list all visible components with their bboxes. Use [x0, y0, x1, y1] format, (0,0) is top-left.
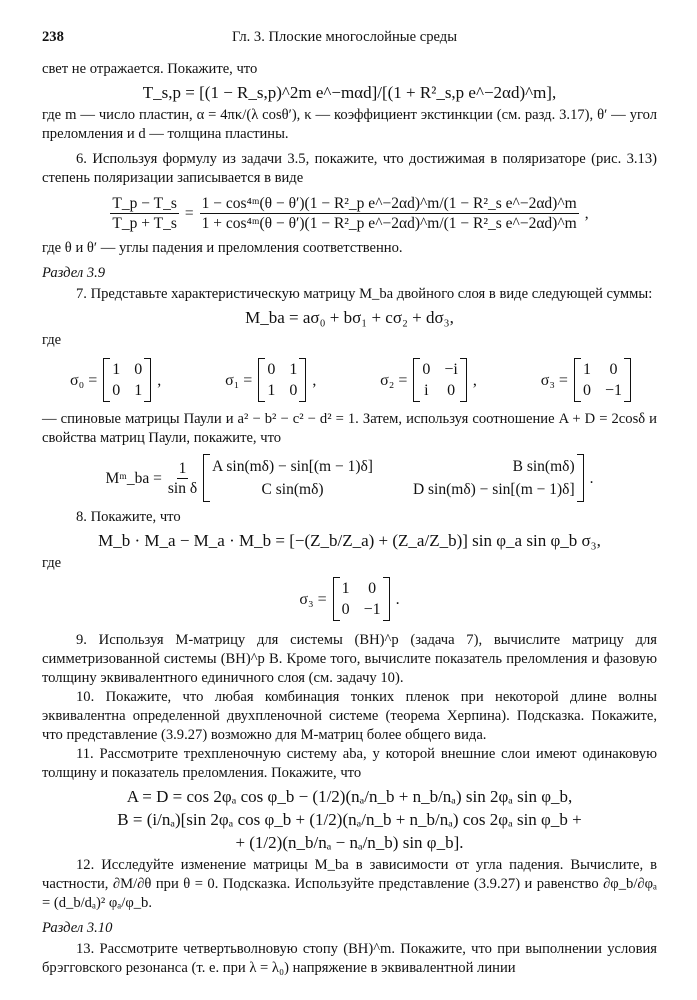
matrix-tail: ,: [312, 371, 317, 389]
matrix-bracket: [258, 358, 306, 402]
eq6-left-fraction: [110, 194, 178, 233]
equation-6: [42, 194, 657, 233]
para-pauli: — спиновые матрицы Паули и a² − b² − c² − d² = 1. Затем, используя соотношение A + D = 2cosδ и свойства матриц Паули, покажите, что: [42, 411, 657, 446]
page-header: [42, 28, 657, 50]
matrix-cell: 0: [582, 382, 591, 399]
pauli-matrix: [380, 358, 477, 402]
problem-6: 6. Используя формулу из задачи 3.5, покажите, что достижимая в поляризаторе (рис. 3.13) степень поляризации записывается в виде: [42, 151, 657, 186]
matrix-cell: 1: [289, 361, 298, 378]
page-number: 238: [42, 29, 64, 45]
sigma3-block: [42, 577, 657, 621]
para-where-2: где θ и θ′ — углы падения и преломления соответственно.: [42, 240, 403, 256]
matrix-tail: .: [395, 590, 400, 608]
eq6-left-num: T_p − T_s: [112, 195, 177, 212]
matrix-cell: −1: [363, 601, 381, 618]
equation-tsp: T_s,p = [(1 − R_s,p)^2m e^−mαd]/[(1 + R²_s,p e^−2αd)^m],: [142, 83, 557, 102]
equation-8: M_b · M_a − M_a · M_b = [−(Z_b/Z_a) + (Z_a/Z_b)] sin φ_a sin φ_b σ₃,: [98, 531, 601, 550]
matrix-bracket: [333, 577, 390, 621]
matrix-cell: 1: [582, 361, 591, 378]
section-3-9: Раздел 3.9: [42, 265, 106, 281]
matrix-cell: 0: [447, 382, 456, 399]
matrix-cell: 1: [112, 361, 121, 378]
eq6-right-fraction: [200, 194, 579, 233]
problem-9: 9. Используя M-матрицу для системы (BH)^p (задача 7), вычислите матрицу для симметризованной системы (BH)^p B. Кроме того, вычислите показатель преломления и фазовую толщину эквивалентного единичного слоя (см. задачу 10).: [42, 632, 657, 686]
matrix-cell: 0: [422, 361, 431, 378]
matrix-cell: B sin(mδ): [512, 458, 575, 475]
matrix-cell: 0: [112, 382, 121, 399]
matrix-label: σ₀ =: [70, 371, 98, 389]
matrix-cell: 0: [289, 382, 298, 399]
matrix-cell: D sin(mδ) − sin[(m − 1)δ]: [412, 481, 575, 498]
matrix-cell: 0: [341, 601, 350, 618]
equation-11b: B = (i/nₐ)[sin 2φₐ cos φ_b + (1/2)(nₐ/n_b + n_b/nₐ) cos 2φₐ sin φ_b +: [117, 810, 582, 829]
sigma3-matrix: [299, 577, 399, 621]
problem-10: 10. Покажите, что любая комбинация тонких пленок при некоторой длине волны эквивалентна определенной двухпленочной системе (теорема Херпина). Подсказка. Покажите, что представление (3.9.27) возможно для M-матриц более общего вида.: [42, 689, 657, 743]
problem-8: 8. Покажите, что: [76, 509, 181, 525]
eq-mm-fraction: [168, 459, 197, 498]
matrix-cell: 1: [134, 382, 143, 399]
eq-mm-lhs: Mᵐ_ba =: [105, 469, 162, 487]
where-2: где: [42, 555, 62, 571]
problem-11: 11. Рассмотрите трехпленочную систему aba, у которой внешние слои имеют одинаковую толщину и показатель преломления. Покажите, что: [42, 746, 657, 781]
para-where-1: где m — число пластин, α = 4πκ/(λ cosθ′), κ — коэффициент экстинкции (см. разд. 3.17), θ′ — угол преломления и d — толщина пластины.: [42, 107, 657, 142]
eq6-tail: ,: [584, 205, 589, 222]
section-3-10: Раздел 3.10: [42, 920, 113, 936]
eq-mm-num: 1: [178, 459, 187, 477]
matrix-cell: 0: [267, 361, 276, 378]
matrix-label: σ₁ =: [225, 371, 253, 389]
intro-line: свет не отражается. Покажите, что: [42, 61, 258, 77]
problem-7: 7. Представьте характеристическую матрицу M_ba двойного слоя в виде следующей суммы:: [76, 286, 653, 302]
eq6-right-num: 1 − cos⁴ᵐ(θ − θ′)(1 − R²_p e^−2αd)^m/(1 − R²_s e^−2αd)^m: [201, 195, 577, 212]
matrix-tail: ,: [472, 371, 477, 389]
matrix-cell: −i: [444, 361, 458, 378]
matrix-bracket: [574, 358, 631, 402]
problem-13: 13. Рассмотрите четвертьволновую стопу (BH)^m. Покажите, что при выполнении условия брэгговского резонанса (т. е. при λ = λ₀) напряжение в эквивалентной линии: [42, 941, 657, 976]
matrix-cell: 1: [267, 382, 276, 399]
matrix-label: σ₂ =: [380, 371, 408, 389]
eq-mm-tail: .: [589, 469, 594, 487]
eq6-left-den: T_p + T_s: [112, 215, 177, 232]
matrix-cell: 0: [368, 580, 377, 597]
equation-7: M_ba = aσ₀ + bσ₁ + cσ₂ + dσ₃,: [245, 308, 454, 327]
chapter-title: Гл. 3. Плоские многослойные среды: [232, 29, 458, 45]
matrix-cell: A sin(mδ) − sin[(m − 1)δ]: [212, 458, 373, 475]
equation-11a: A = D = cos 2φₐ cos φ_b − (1/2)(nₐ/n_b + n_b/nₐ) sin 2φₐ sin φ_b,: [126, 787, 573, 806]
eq-mm-matrix: [203, 454, 583, 502]
matrix-cell: 0: [134, 361, 143, 378]
matrix-cell: 1: [341, 580, 350, 597]
eq-mm-den: sin δ: [167, 479, 198, 497]
matrix-cell: i: [424, 382, 429, 399]
pauli-matrix: [225, 358, 316, 402]
pauli-matrix: [541, 358, 637, 402]
eq6-right-den: 1 + cos⁴ᵐ(θ − θ′)(1 − R²_p e^−2αd)^m/(1 − R²_s e^−2αd)^m: [201, 215, 577, 232]
problem-12: 12. Исследуйте изменение матрицы M_ba в зависимости от угла падения. Вычислите, в частности, ∂M/∂θ при θ = 0. Подсказка. Используйте представление (3.9.27) и равенство ∂φ_b/∂φₐ = (d_b/dₐ)² φₐ/φ_b.: [42, 857, 657, 911]
equation-11c: + (1/2)(n_b/nₐ − nₐ/n_b) sin φ_b].: [235, 833, 464, 852]
matrix-cell: C sin(mδ): [261, 481, 324, 498]
matrix-cell: 0: [609, 361, 618, 378]
matrix-bracket: [103, 358, 151, 402]
matrix-cell: −1: [604, 382, 622, 399]
equation-mm: [42, 454, 657, 502]
matrix-bracket: [413, 358, 466, 402]
pauli-matrices: [70, 358, 637, 402]
eq6-equals: =: [184, 205, 194, 222]
matrix-label: σ₃ =: [299, 590, 327, 608]
pauli-matrix: [70, 358, 161, 402]
matrix-label: σ₃ =: [540, 371, 568, 389]
where-1: где: [42, 332, 62, 348]
matrix-tail: ,: [157, 371, 162, 389]
